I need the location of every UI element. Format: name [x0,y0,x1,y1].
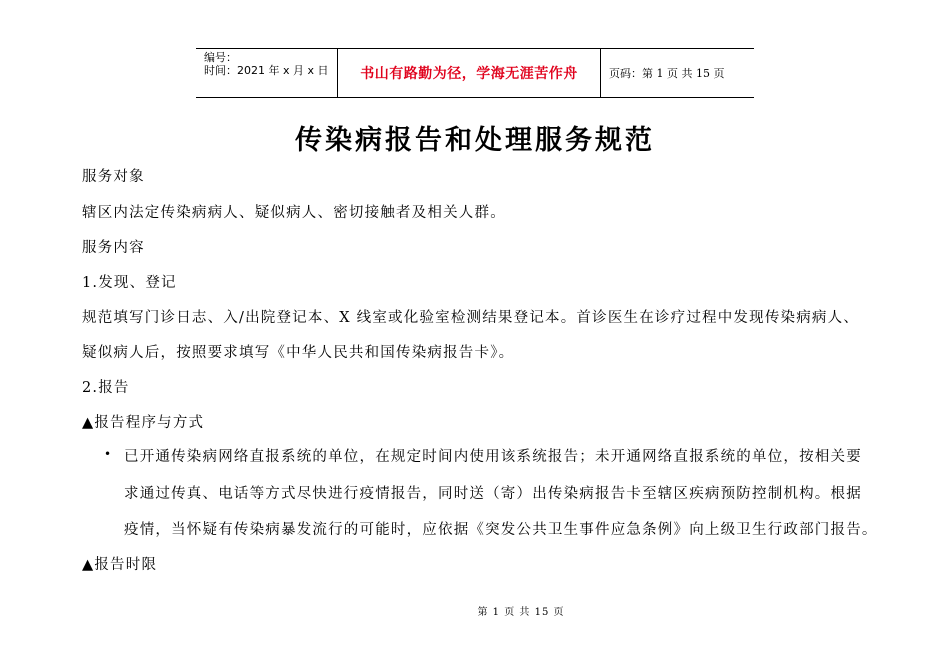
bullet-paragraph-line: 已开通传染病网络直报系统的单位，在规定时间内使用该系统报告；未开通网络直报系统的单位，按相关要 [124,449,862,465]
header-motto: 书山有路勤为径，学海无涯苦作舟 [338,49,601,97]
subheading-report-time-limit: ▲报告时限 [82,557,158,573]
subheading-discovery: 1.发现、登记 [82,275,177,291]
bullet-paragraph-line: 疫情，当怀疑有传染病暴发流行的可能时，应依据《突发公共卫生事件应急条例》向上级卫生行政部门报告。 [124,522,878,538]
time-label: 时间：2021 年 x 月 x 日 [204,64,329,77]
bullet-paragraph-line: 求通过传真、电话等方式尽快进行疫情报告，同时送（寄）出传染病报告卡至辖区疾病预防控制机构。根据 [124,486,862,502]
bullet-icon: • [104,447,112,461]
subheading-report-procedure: ▲报告程序与方式 [82,415,205,431]
paragraph-line: 规范填写门诊日志、入/出院登记本、X 线室或化验室检测结果登记本。首诊医生在诊疗过程中发现传染病病人、 [82,310,860,326]
document-title: 传染病报告和处理服务规范 [295,125,655,156]
page-footer: 第 1 页 共 15 页 [477,607,565,618]
document-header [196,48,754,98]
section-heading-service-content: 服务内容 [82,240,145,256]
header-page-info: 页码：第 1 页 共 15 页 [609,67,725,80]
section-heading-service-object: 服务对象 [82,169,145,185]
paragraph-line: 疑似病人后，按照要求填写《中华人民共和国传染病报告卡》。 [82,345,515,361]
number-label: 编号： [204,51,237,64]
subheading-report: 2.报告 [82,380,130,396]
paragraph-service-object: 辖区内法定传染病病人、疑似病人、密切接触者及相关人群。 [82,205,506,221]
header-left-cell [196,49,338,97]
